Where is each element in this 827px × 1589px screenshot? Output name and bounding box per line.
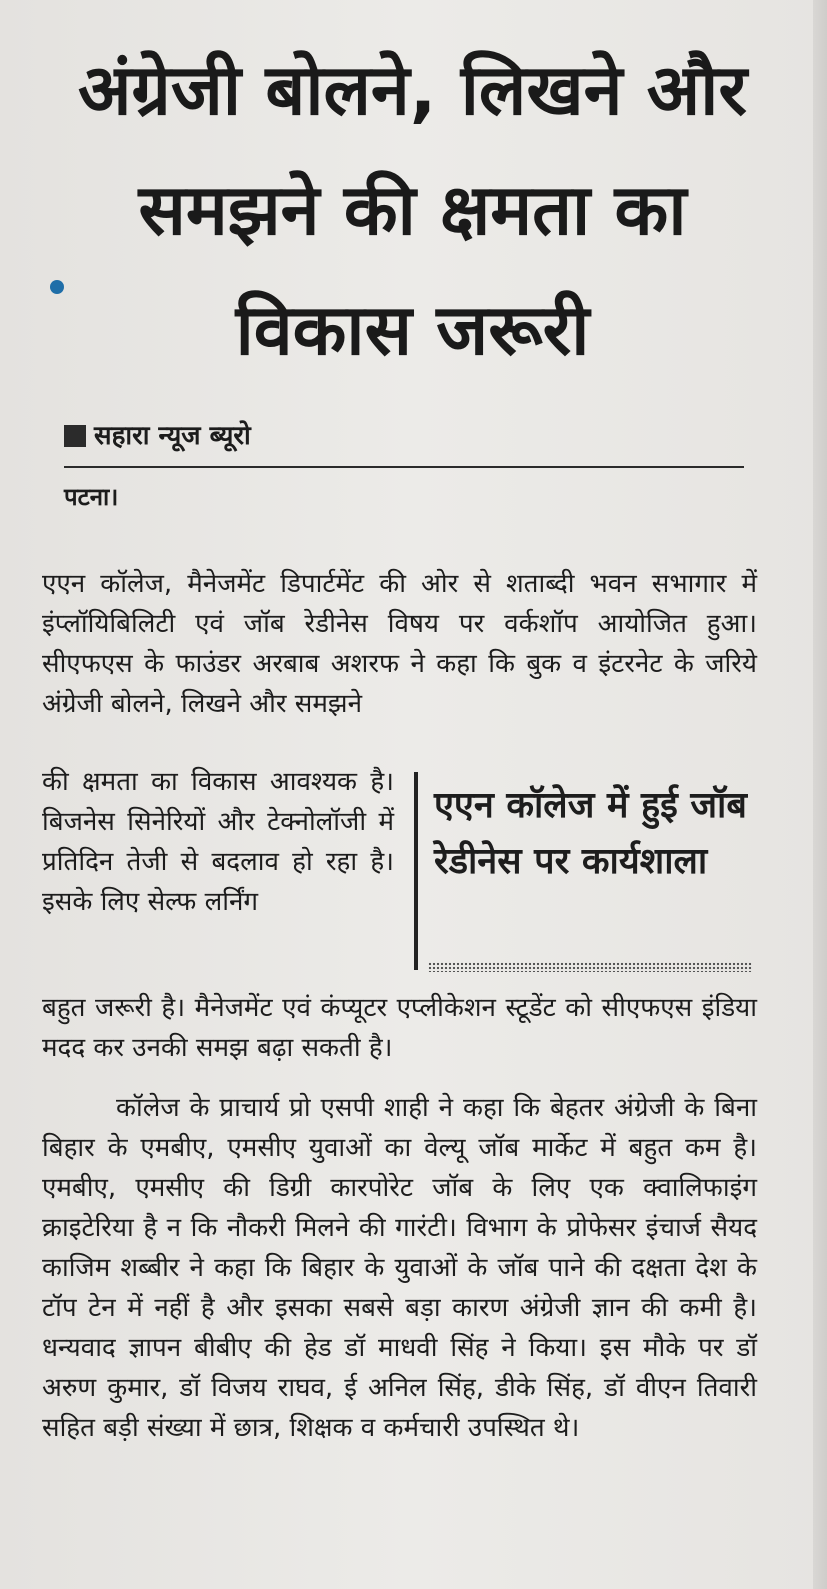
paragraph-4: कॉलेज के प्राचार्य प्रो एसपी शाही ने कहा कि बेहतर अंग्रेजी के बिना बिहार के एमबीए, एमसीए युवाओं का वेल्यू जॉब मार्केट में बहुत कम है। एमबीए, एमसीए की डिग्री कारपोरेट जॉब के लिए एक क्वालिफाइंग क्राइटेरिया है न कि नौकरी मिलने की गारंटी। विभाग के प्रोफेसर इंचार्ज सैयद काजिम शब्बीर ने कहा कि बिहार के युवाओं के जॉब पाने की दक्षता देश के टॉप टेन में नहीं है और इसका सबसे बड़ा कारण अंग्रेजी ज्ञान की कमी है। धन्यवाद ज्ञापन बीबीए की हेड डॉ माधवी सिंह ने किया। इस मौके पर डॉ अरुण कुमार, डॉ विजय राघव, ई अनिल सिंह, डीके सिंह, डॉ वीएन तिवारी सहित बड़ी संख्या में छात्र, शिक्षक व कर्मचारी उपस्थित थे। — [42, 1093, 757, 1443]
paragraph-2: की क्षमता का विकास आवश्यक है। बिजनेस सिनेरियों और टेक्नोलॉजी में प्रतिदिन तेजी से बदलाव हो रहा है। इसके लिए सेल्फ लर्निंग — [42, 767, 394, 917]
pull-quote-dotted-rule — [428, 962, 752, 972]
paragraph-1: एएन कॉलेज, मैनेजमेंट डिपार्टमेंट की ओर से शताब्दी भवन सभागार में इंप्लॉयिबिलिटी एवं जॉब रेडीनेस विषय पर वर्कशॉप आयोजित हुआ। सीएफएस के फाउंडर अरबाब अशरफ ने कहा कि बुक व इंटरनेट के जरिये अंग्रेजी बोलने, लिखने और समझने — [42, 569, 757, 719]
blue-dot-mark — [50, 280, 64, 294]
pull-quote: एएन कॉलेज में हुई जॉब रेडीनेस पर कार्यशाला — [434, 785, 747, 882]
headline: अंग्रेजी बोलने, लिखने और समझने की क्षमता का विकास जरूरी — [77, 49, 748, 371]
square-bullet-icon — [64, 425, 86, 447]
paper-edge — [813, 0, 827, 1589]
dateline: पटना। — [64, 483, 119, 511]
paragraph-3: बहुत जरूरी है। मैनेजमेंट एवं कंप्यूटर एप्लीकेशन स्टूडेंट को सीएफएस इंडिया मदद कर उनकी समझ बढ़ा सकती है। — [42, 993, 757, 1063]
divider-rule — [64, 466, 744, 468]
pull-quote-bar — [414, 772, 418, 970]
byline-text: सहारा न्यूज ब्यूरो — [94, 421, 251, 451]
byline — [64, 420, 251, 452]
